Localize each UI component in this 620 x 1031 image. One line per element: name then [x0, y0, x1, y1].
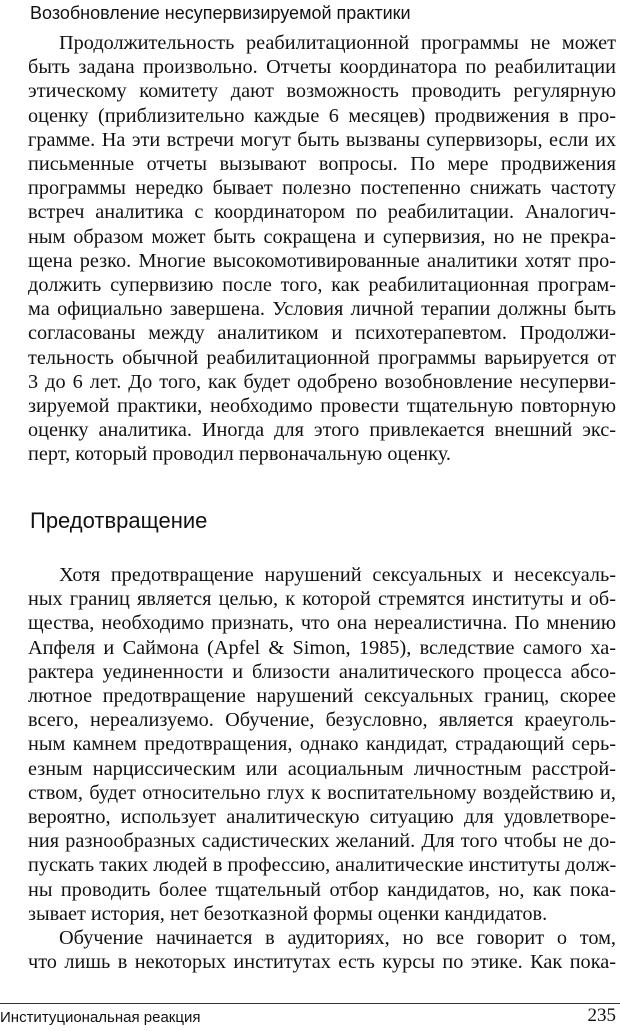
- text-line: этическому комитету дают возможность проводить регулярную: [28, 80, 616, 103]
- text-line: Хотя предотвращение нарушений сексуальных и несексуаль-: [59, 564, 616, 586]
- text-line: встреч аналитика с координатором по реабилитации. Аналогич-: [28, 201, 616, 224]
- text-line: зируемой практики, необходимо провести тщательную повторную: [28, 395, 616, 418]
- paragraph-education: [28, 926, 616, 974]
- text-line: ным образом может быть сокращена и супервизия, но не прекра-: [28, 225, 616, 248]
- text-line: всего, нереализуемо. Обучение, безусловно, является краеуголь-: [28, 709, 616, 732]
- text-line: лютное предотвращение нарушений сексуальных границ, скорее: [28, 685, 616, 708]
- text-line: тельность обычной реабилитационной программы варьируется от: [28, 346, 616, 369]
- text-line: ны проводить более тщательный отбор кандидатов, но, как пока-: [28, 878, 616, 901]
- text-line: Обучение начинается в аудиториях, но все говорит о том,: [59, 927, 616, 949]
- text-line: оценку аналитика. Иногда для этого привлекается внешний экс-: [28, 419, 616, 442]
- text-line: оценку (приблизительно каждые 6 месяцев) продвижения в про-: [28, 104, 616, 127]
- text-line: пускать таких людей в профессию, аналитические институты долж-: [28, 854, 616, 877]
- text-line: письменные отчеты вызывают вопросы. По мере продвижения: [28, 153, 616, 176]
- text-line: Апфеля и Саймона (Apfel & Simon, 1985), вследствие самого ха-: [28, 636, 616, 659]
- text-line: программы нередко бывает полезно постепенно снижать частоту: [28, 177, 616, 200]
- text-line: что лишь в некоторых институтах есть курсы по этике. Как пока-: [28, 951, 616, 974]
- text-line: щена резко. Многие высокомотивированные аналитики хотят про-: [28, 249, 616, 272]
- text-line: зывает история, нет безотказной формы оценки кандидатов.: [28, 902, 548, 925]
- page-number: 235: [587, 1005, 616, 1026]
- text-line: езным нарциссическим или асоциальным личностным расстрой-: [28, 757, 616, 780]
- text-line: согласованы между аналитиком и психотерапевтом. Продолжи-: [28, 322, 616, 345]
- text-line: Продолжительность реабилитационной программы не может: [59, 32, 616, 54]
- subsection-heading: Возобновление несупервизируемой практики: [30, 3, 411, 23]
- section-heading: Предотвращение: [30, 508, 208, 533]
- text-line: щества, необходимо признать, что она нереалистична. По мнению: [28, 612, 616, 635]
- text-line: ния разнообразных садистических желаний. Для того чтобы не до-: [28, 830, 616, 853]
- text-line: 3 до 6 лет. До того, как будет одобрено возобновление несуперви-: [28, 370, 616, 393]
- footer-divider: [0, 1003, 620, 1004]
- text-line: вероятно, использует аналитическую ситуацию для удовлетворе-: [28, 806, 616, 829]
- running-footer-title: Институциональная реакция: [0, 1009, 201, 1026]
- text-line: должить супервизию после того, как реабилитационная програм-: [28, 274, 616, 297]
- text-line: перт, который проводил первоначальную оценку.: [28, 443, 452, 466]
- text-line: ных границ является целью, к которой стремятся институты и об-: [28, 588, 616, 611]
- paragraph-reinstatement: [28, 31, 616, 467]
- text-line: ма официально завершена. Условия личной терапии должны быть: [28, 298, 616, 321]
- text-line: ством, будет относительно глух к воспитательному воздействию и,: [28, 781, 616, 804]
- paragraph-prevention: [28, 563, 616, 926]
- text-line: быть задана произвольно. Отчеты координатора по реабилитации: [28, 56, 616, 79]
- text-line: рактера уединенности и близости аналитического процесса абсо-: [28, 660, 616, 683]
- text-line: грамме. На эти встречи могут быть вызваны супервизоры, если их: [28, 128, 616, 151]
- text-line: ным камнем предотвращения, однако кандидат, страдающий серь-: [28, 733, 616, 756]
